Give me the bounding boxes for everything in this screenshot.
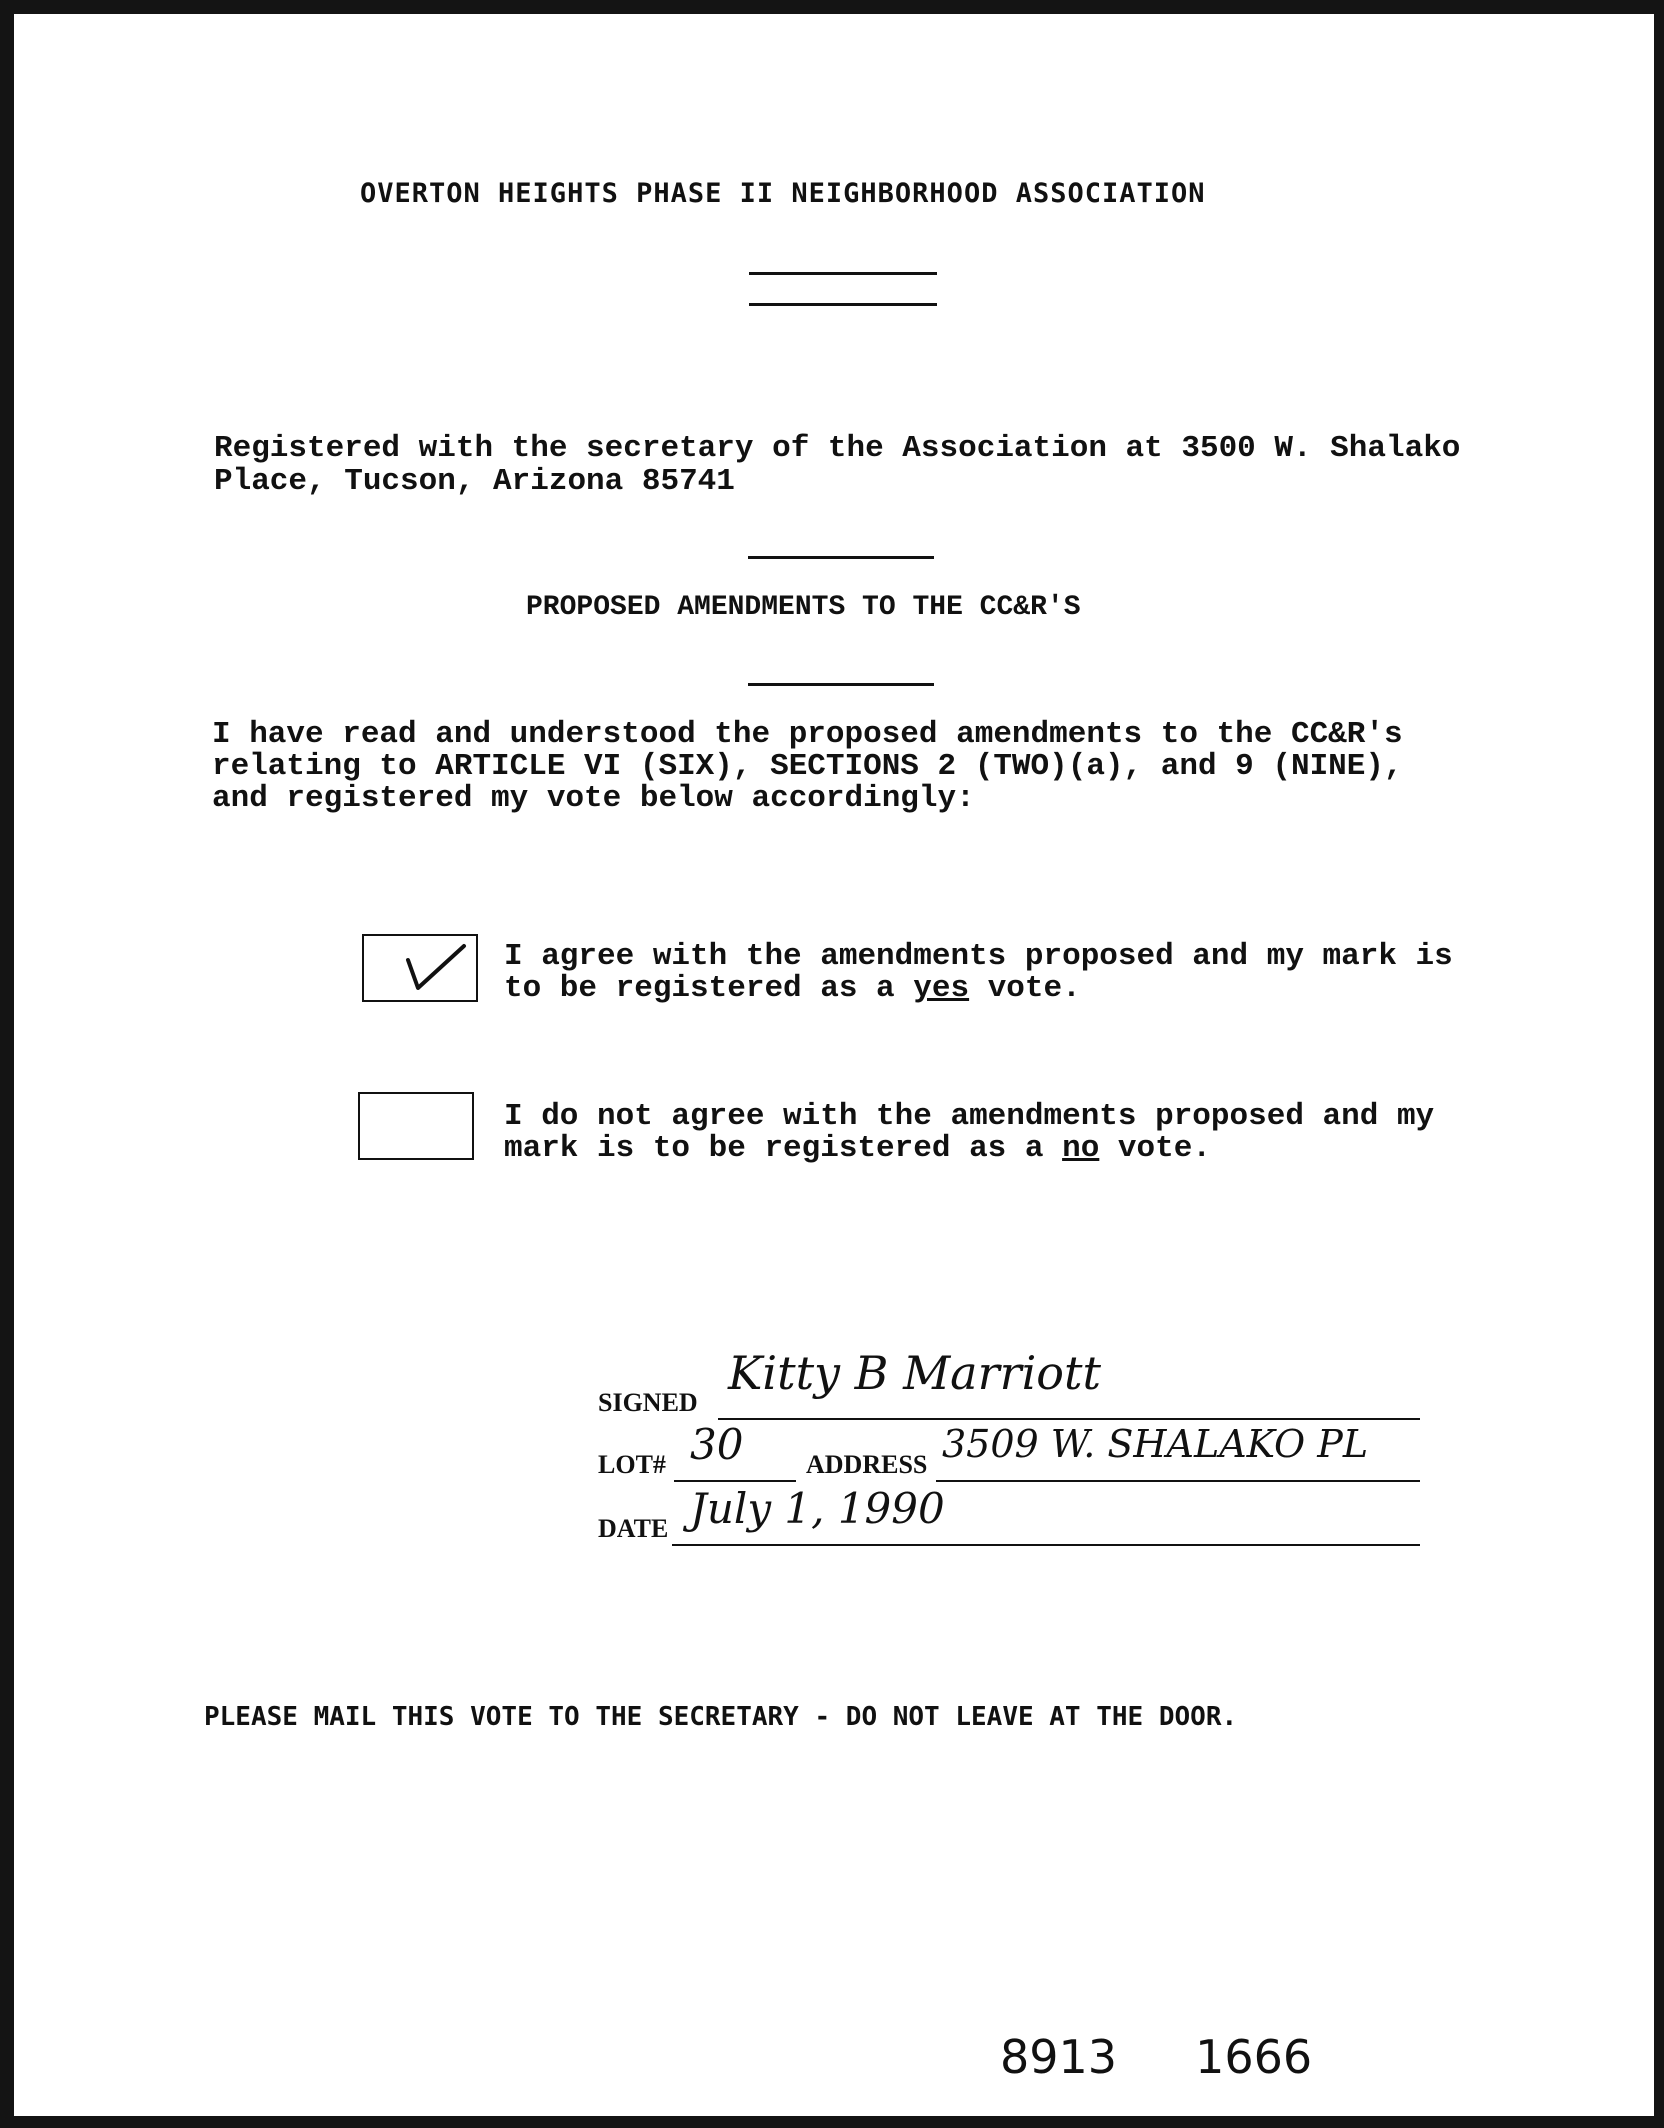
lot-label: LOT# [598, 1450, 666, 1479]
statement-line-3: and registered my vote below accordingly: [212, 781, 975, 816]
statement-line-2: relating to ARTICLE VI (SIX), SECTIONS 2 (TWO)(a), and 9 (NINE), [212, 749, 1403, 784]
document-number: 8913 1666 [1000, 2030, 1313, 2084]
no-vote-checkbox[interactable] [358, 1092, 474, 1160]
registration-line-1: Registered with the secretary of the Association at 3500 W. Shalako [214, 431, 1461, 466]
title-rule-1 [749, 272, 937, 275]
address-value: 3509 W. SHALAKO PL [942, 1422, 1369, 1466]
yes-vote-line-1: I agree with the amendments proposed and my mark is [504, 939, 1453, 974]
no-keyword: no [1062, 1131, 1100, 1166]
yes-keyword: yes [913, 971, 970, 1006]
date-label: DATE [598, 1514, 669, 1543]
lot-value: 30 [690, 1420, 744, 1469]
signature: Kitty B Marriott [728, 1346, 1101, 1400]
registration-line-2: Place, Tucson, Arizona 85741 [214, 464, 735, 499]
mail-instruction: PLEASE MAIL THIS VOTE TO THE SECRETARY - DO NOT LEAVE AT THE DOOR. [204, 1702, 1238, 1732]
signed-label: SIGNED [598, 1388, 698, 1417]
date-line [672, 1544, 1420, 1546]
address-label: ADDRESS [806, 1450, 928, 1479]
amendments-heading: PROPOSED AMENDMENTS TO THE CC&R'S [526, 592, 1081, 623]
heading-rule-top [748, 556, 934, 559]
yes-vote-line-2: to be registered as a yes vote. [504, 971, 1081, 1006]
title-rule-2 [749, 303, 937, 306]
date-value: July 1, 1990 [690, 1484, 945, 1533]
checkmark-icon [364, 936, 476, 1000]
association-title: OVERTON HEIGHTS PHASE II NEIGHBORHOOD ASSOCIATION [360, 178, 1206, 209]
address-line [936, 1480, 1420, 1482]
no-vote-line-1: I do not agree with the amendments proposed and my [504, 1099, 1435, 1134]
statement-line-1: I have read and understood the proposed amendments to the CC&R's [212, 717, 1403, 752]
signed-line [718, 1418, 1420, 1420]
no-vote-line-2: mark is to be registered as a no vote. [504, 1131, 1211, 1166]
yes-vote-checkbox[interactable] [362, 934, 478, 1002]
lot-line [674, 1480, 796, 1482]
heading-rule-bottom [748, 683, 934, 686]
